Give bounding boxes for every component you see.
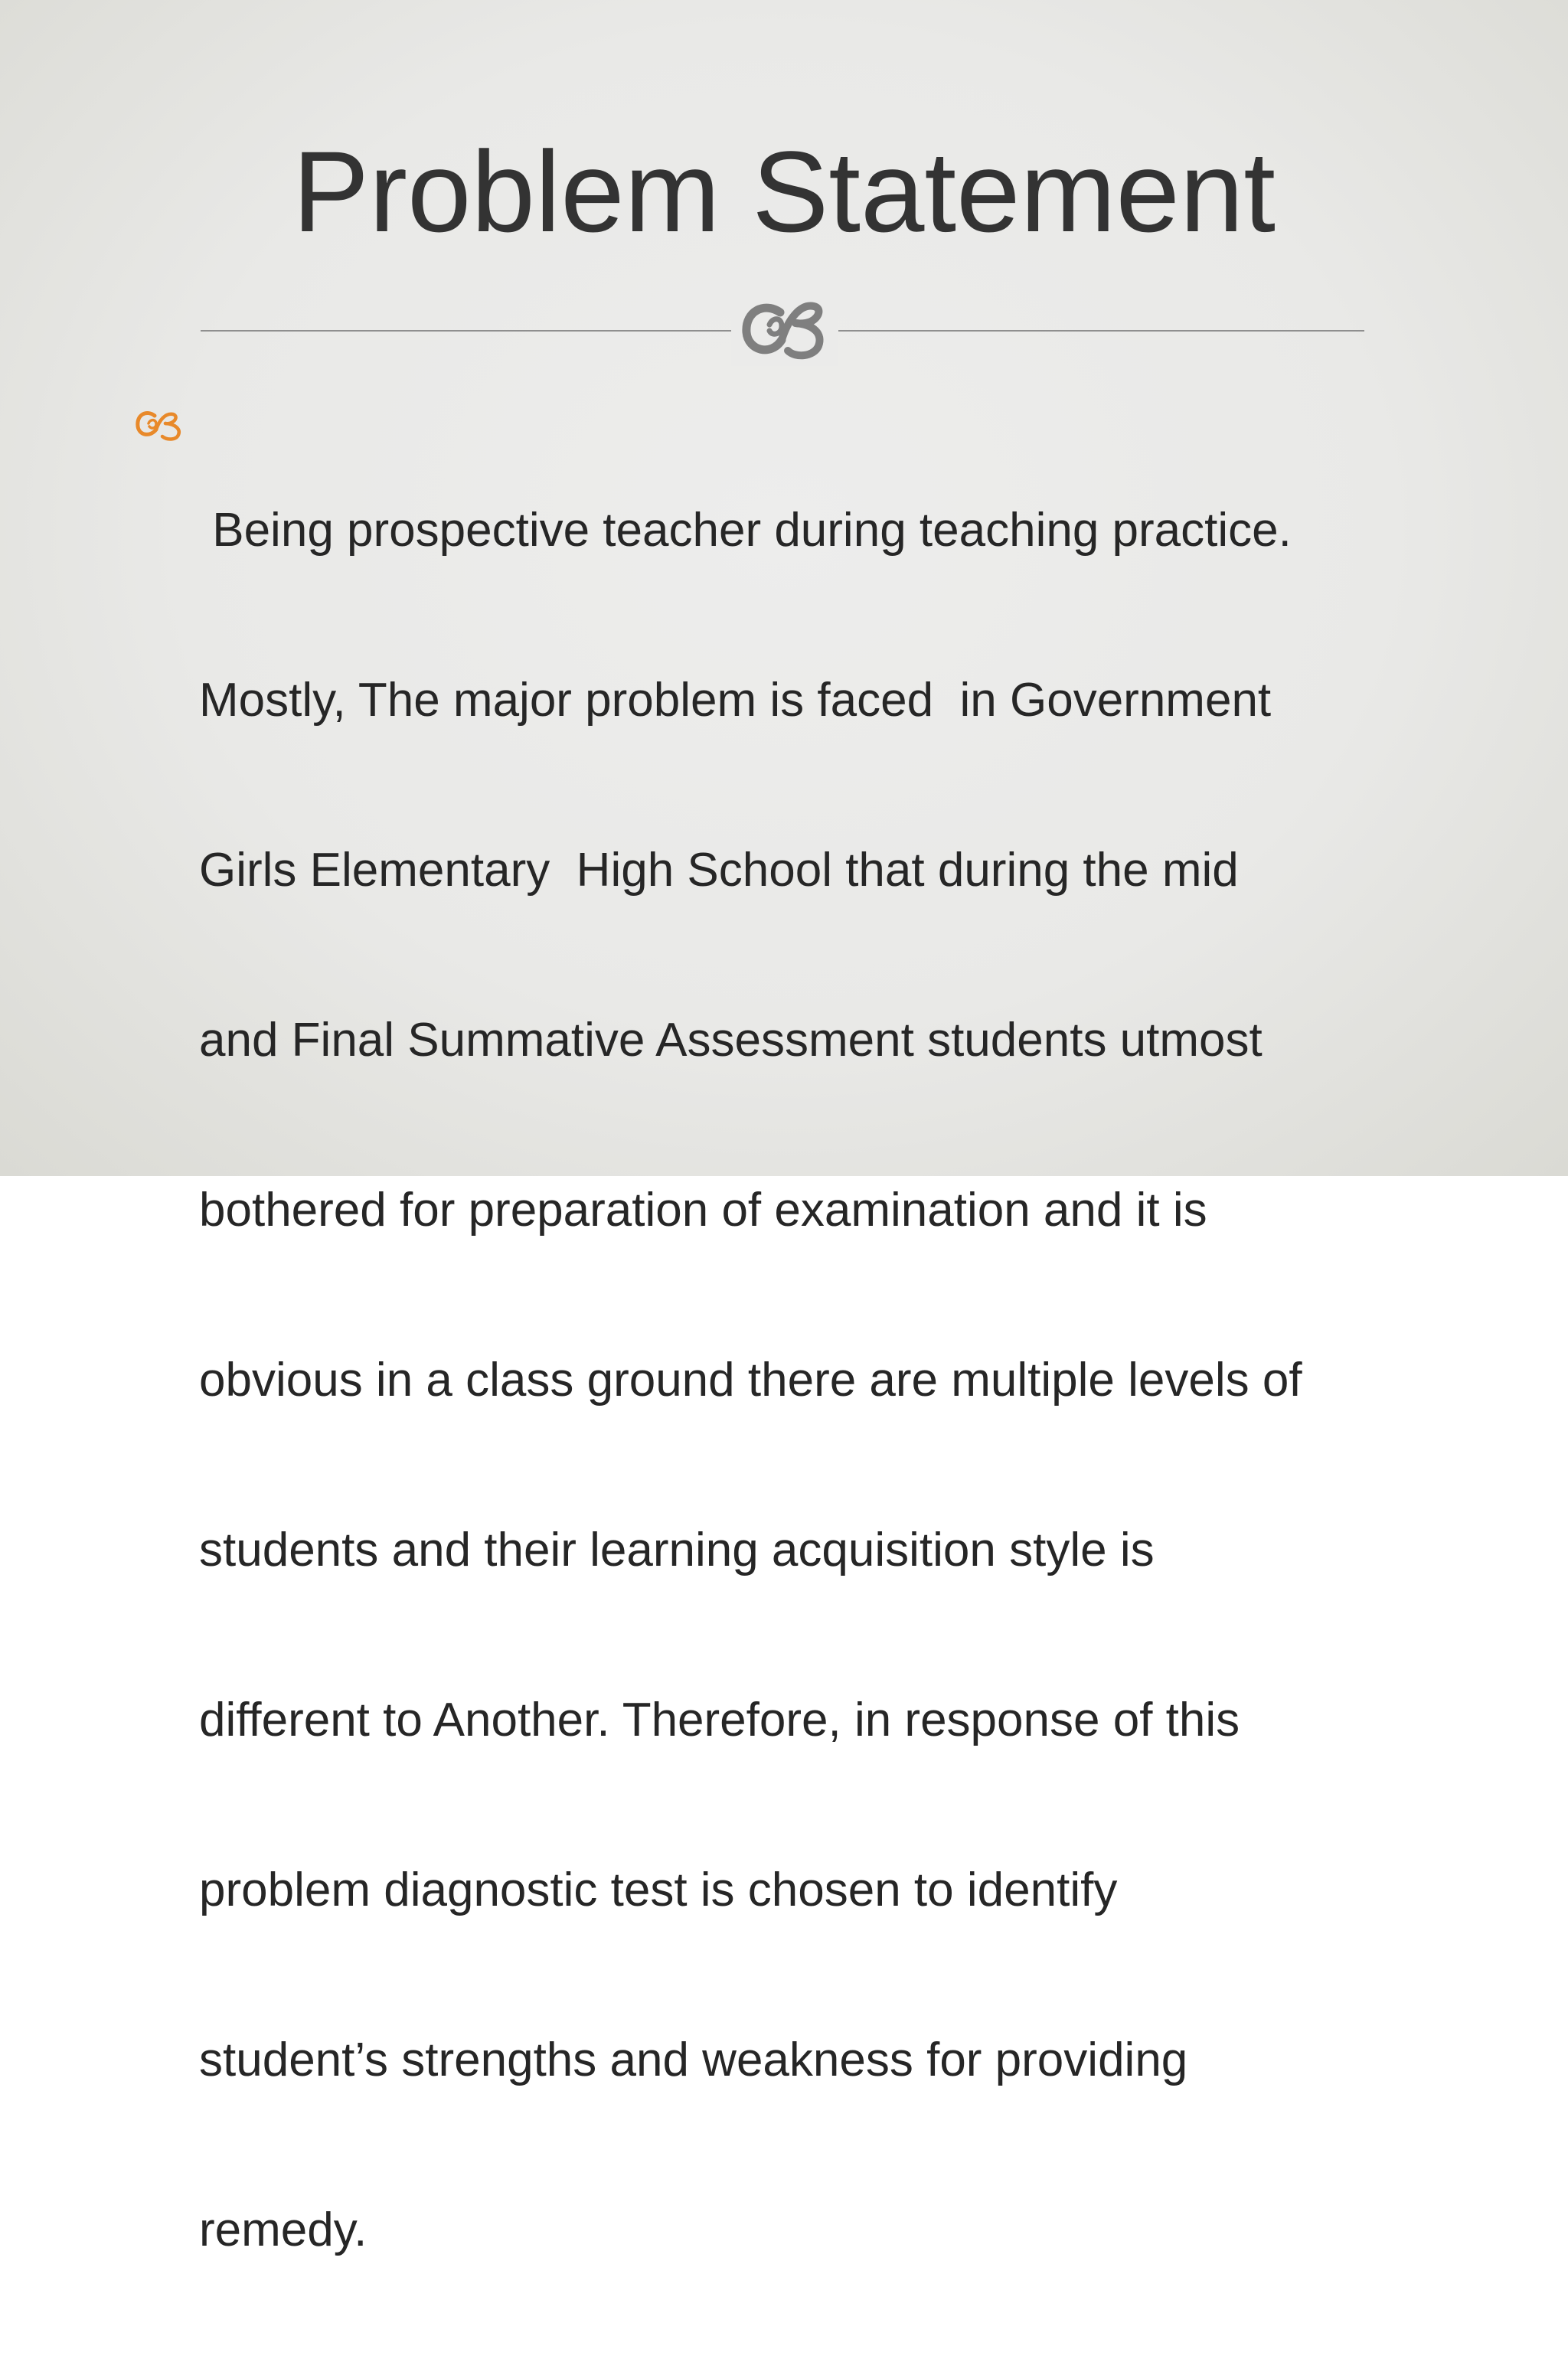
bullet-line: Mostly, The major problem is faced in Government [199, 674, 1272, 727]
bullet-line: obvious in a class ground there are multiple levels of [199, 1354, 1302, 1407]
bullet-line: different to Another. Therefore, in response of this [199, 1694, 1240, 1746]
bullet-line: Being prospective teacher during teaching practice. [199, 504, 1292, 557]
bullet-paragraph [199, 389, 1455, 2372]
bullet-line: Girls Elementary High School that during the mid [199, 844, 1239, 897]
bullet-line: problem diagnostic test is chosen to identify [199, 1864, 1118, 1916]
bullet-line: and Final Summative Assessment students utmost [199, 1014, 1263, 1067]
divider-line-left [201, 330, 737, 332]
slide-title: Problem Statement [292, 127, 1276, 256]
bullet-line: bothered for preparation of examination and it is [199, 1184, 1207, 1237]
bullet-line: students and their learning acquisition style is [199, 1524, 1155, 1576]
bullet-line: remedy. [199, 2204, 368, 2256]
bullet-line: student’s strengths and weakness for providing [199, 2034, 1188, 2086]
flourish-ornament-icon [731, 289, 838, 366]
flourish-bullet-icon [135, 408, 185, 442]
divider-line-right [828, 330, 1364, 332]
